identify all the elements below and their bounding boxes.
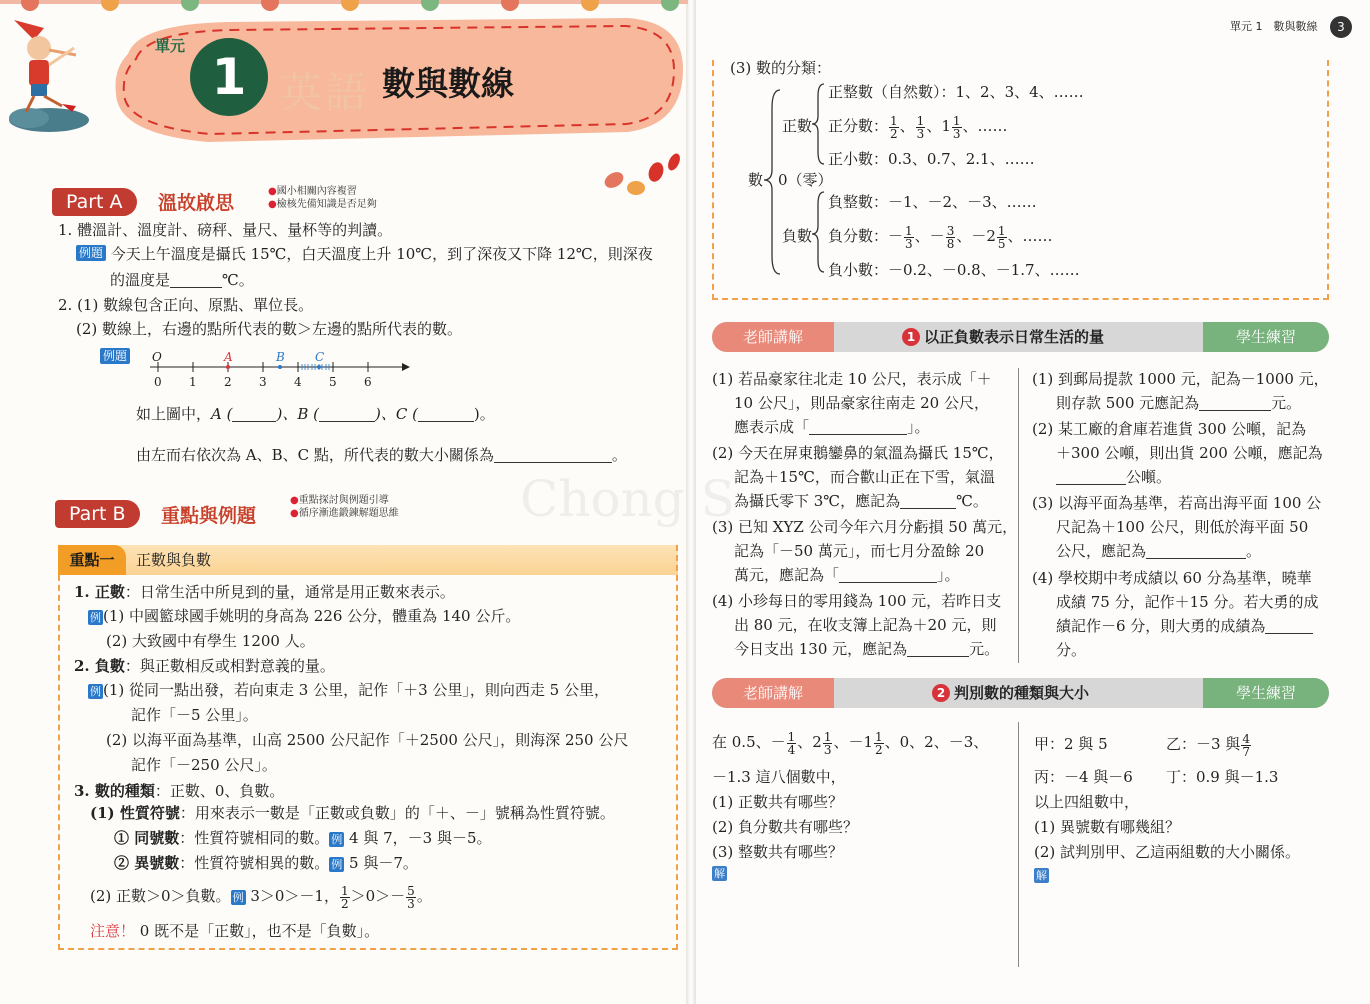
point-positive bbox=[74, 580, 455, 604]
section-number: 2 bbox=[932, 684, 950, 702]
student2-jia: 甲：2 與 5 bbox=[1034, 735, 1108, 753]
class-zero: 0（零） bbox=[778, 171, 833, 189]
line: (2) 某工廠的倉庫若進貨 300 公噸，記為 bbox=[1032, 420, 1307, 438]
fraction: $\frac{1}{3}$ bbox=[905, 223, 913, 251]
class-pos-dec: 正小數：0.3、0.7、2.1、…… bbox=[828, 150, 1035, 168]
line: 尺記為＋100 公尺，則低於海平面 50 bbox=[1056, 518, 1309, 536]
example-negative-1a bbox=[88, 678, 609, 702]
line: (2) 今天在屏東鵝鑾鼻的氣溫為攝氏 15℃， bbox=[712, 444, 1004, 462]
note-text: 0 既不是「正數」，也不是「負數」。 bbox=[139, 922, 380, 940]
student2-yi bbox=[1166, 732, 1252, 758]
line: 、0、2、－3、 bbox=[884, 733, 989, 751]
part-b-note-2: 循序漸進鍛鍊解題思維 bbox=[298, 508, 399, 519]
answer-label-student: 解 bbox=[1036, 869, 1047, 882]
pinocchio-mascot-icon bbox=[4, 10, 114, 135]
example-text-2: 的溫度是 bbox=[110, 271, 171, 289]
answer-blank-b[interactable] bbox=[319, 406, 375, 422]
part-a-label: Part A bbox=[52, 188, 137, 216]
line: 記為＋15℃，而合歡山正在下雪，氣溫 bbox=[734, 468, 995, 486]
ghost-title-decoration: 英語 bbox=[280, 68, 371, 117]
line: 則存款 500 元應記為 bbox=[1056, 394, 1200, 412]
line: 」。 bbox=[907, 418, 930, 436]
answer-label-teacher: 解 bbox=[714, 867, 725, 880]
part-a-example-line-2 bbox=[110, 268, 254, 292]
tick-1: 1 bbox=[189, 375, 197, 389]
part-a-example-line-1 bbox=[76, 242, 653, 266]
part-b-title: 重點與例題 bbox=[161, 505, 257, 527]
tick-6: 6 bbox=[364, 375, 372, 389]
example-badge-small: 例 bbox=[331, 858, 343, 871]
answer-blank[interactable] bbox=[907, 641, 969, 657]
key-point-title: 正數與負數 bbox=[136, 551, 212, 569]
teacher-q1 bbox=[712, 367, 992, 439]
tick-5: 5 bbox=[329, 375, 337, 389]
student2-line: 以上四組數中， bbox=[1034, 793, 1140, 811]
q-order-end: 。 bbox=[611, 446, 627, 464]
head-same: ① 同號數 bbox=[114, 829, 180, 847]
student-q3 bbox=[1032, 491, 1321, 563]
example-positive-1 bbox=[88, 604, 520, 628]
ex-diff: 5 與－7。 bbox=[349, 854, 418, 872]
page-number: 3 bbox=[1330, 16, 1352, 38]
student2-ding: 丁：0.9 與－1.3 bbox=[1166, 768, 1279, 786]
line: ＋300 公噸，則出貨 200 公噸，應記為 bbox=[1056, 444, 1323, 462]
part-a-note-2: 檢核先備知識是否足夠 bbox=[276, 199, 377, 210]
section-number: 1 bbox=[902, 328, 920, 346]
line: 績記作－6 分，則大勇的成績為 bbox=[1056, 617, 1266, 635]
numberline-label-c: C bbox=[315, 350, 325, 364]
class-pos-frac: 正分數： $\frac{1}{2}$ 、 $\frac{1}{3}$ 、1 $\frac{1}{3}$ 、…… bbox=[828, 113, 1008, 141]
note-zero bbox=[90, 919, 379, 943]
fraction: $\frac{1}{5}$ bbox=[997, 223, 1006, 251]
running-header: 單元 1 數與數線 bbox=[1230, 20, 1318, 33]
order-relation bbox=[90, 884, 432, 910]
fraction: $\frac{3}{8}$ bbox=[946, 223, 955, 251]
example-badge-small: 例 bbox=[331, 833, 343, 846]
ex-text: (1) 從同一點出發，若向東走 3 公里，記作「＋3 公里」，則向西走 5 公里， bbox=[103, 681, 609, 699]
line: 應表示成「 bbox=[734, 418, 810, 436]
text-negative: ：與正數相反或相對意義的量。 bbox=[124, 657, 335, 675]
head-positive: 1. 正數 bbox=[74, 583, 125, 601]
example-badge: 例題 bbox=[76, 245, 106, 261]
unit-label: 單元 bbox=[155, 37, 186, 55]
section-title-text: 判別數的種類與大小 bbox=[954, 684, 1090, 702]
teacher2-q2: (2) 負分數共有哪些？ bbox=[712, 818, 859, 836]
example-negative-2a: (2) 以海平面為基準，山高 2500 公尺記作「＋2500 公尺」，則海深 250 公尺 bbox=[106, 731, 629, 749]
teacher2-line-2: －1.3 這八個數中， bbox=[712, 768, 846, 786]
order-pre: (2) 正數＞0＞負數。 bbox=[90, 887, 231, 905]
answer-blank-c[interactable] bbox=[418, 406, 474, 422]
column-divider-2 bbox=[1018, 722, 1019, 967]
line: 萬元，應記為「 bbox=[734, 566, 840, 584]
student-label-2: 學生練習 bbox=[1203, 678, 1329, 708]
line: 乙：－3 與 bbox=[1166, 735, 1241, 753]
numberline-label-b: B bbox=[276, 350, 285, 364]
teacher-q4 bbox=[712, 589, 1001, 661]
class-pos-int: 正整數（自然數）：1、2、3、4、…… bbox=[828, 83, 1084, 101]
student-label-1: 學生練習 bbox=[1203, 322, 1329, 352]
tick-3: 3 bbox=[259, 375, 267, 389]
line: (1) 若品豪家往北走 10 公尺，表示成「＋ bbox=[712, 370, 992, 388]
section-1-title bbox=[902, 322, 1104, 352]
text-same: ：性質符號相同的數。 bbox=[179, 829, 330, 847]
part-a-item-2-2: (2) 數線上，右邊的點所代表的數＞左邊的點所代表的數。 bbox=[76, 320, 463, 338]
head-diff: ② 異號數 bbox=[114, 854, 180, 872]
order-mid: ＞0＞－ bbox=[350, 887, 406, 905]
tick-4: 4 bbox=[294, 375, 302, 389]
part-b-label: Part B bbox=[55, 500, 140, 528]
text-positive: ：日常生活中所見到的量，通常是用正數來表示。 bbox=[124, 583, 455, 601]
neg-frac-label: 負分數： bbox=[828, 227, 889, 245]
fraction: $\frac{1}{3}$ bbox=[916, 113, 925, 141]
same-sign bbox=[114, 826, 492, 850]
part-a-title: 溫故啟思 bbox=[158, 192, 235, 214]
example-negative-1b: 記作「－5 公里」。 bbox=[131, 706, 258, 724]
question-coordinates bbox=[136, 402, 495, 426]
line: 今日支出 130 元，應記為 bbox=[734, 640, 908, 658]
class-root: 數 bbox=[748, 171, 764, 189]
point-negative bbox=[74, 654, 335, 678]
answer-blank[interactable] bbox=[809, 419, 907, 435]
line: (4) 小珍每日的零用錢為 100 元，若昨日支 bbox=[712, 592, 1002, 610]
teacher2-q1: (1) 正數共有哪些？ bbox=[712, 793, 844, 811]
line: (3) 以海平面為基準，若高出海平面 100 公 bbox=[1032, 494, 1322, 512]
line: 元。 bbox=[969, 640, 1000, 658]
numberline-label-o: O bbox=[152, 350, 162, 364]
line: 公尺，應記為 bbox=[1056, 542, 1147, 560]
ellipsis: …… bbox=[1022, 227, 1053, 245]
answer-blank-a[interactable] bbox=[232, 406, 276, 422]
head-sign: (1) 性質符號 bbox=[90, 804, 180, 822]
leaf-decoration-icon bbox=[600, 150, 686, 200]
ex-same: 4 與 7，－3 與－5。 bbox=[349, 829, 492, 847]
line: 為攝氏零下 3℃，應記為 bbox=[734, 492, 901, 510]
q-b: )、B ( bbox=[276, 405, 319, 423]
note-head: 注意！ bbox=[90, 922, 136, 940]
answer-blank[interactable] bbox=[170, 272, 222, 288]
line: 10 公尺」，則品豪家往南走 20 公尺， bbox=[734, 394, 989, 412]
student-q4 bbox=[1032, 566, 1318, 662]
watermark: Chong S bbox=[520, 470, 735, 528]
fraction: $\frac{1}{2}$ bbox=[875, 729, 883, 757]
numberline-example-badge: 例題 bbox=[100, 348, 130, 364]
answer-blank-order[interactable] bbox=[494, 447, 612, 463]
class-neg-frac: 負分數：－ $\frac{1}{3}$ 、－ $\frac{3}{8}$ 、－2 $\frac{1}{5}$ 、…… bbox=[828, 223, 1053, 251]
line: 公噸。 bbox=[1126, 468, 1172, 486]
part-b-notes: ●重點探討與例題引導 ●循序漸進鍛鍊解題思維 bbox=[290, 495, 399, 519]
diff-sign bbox=[114, 851, 418, 875]
student2-q2: (2) 試判別甲、乙這兩組數的大小關係。 bbox=[1034, 843, 1301, 861]
class-neg-dec: 負小數：－0.2、－0.8、－1.7、…… bbox=[828, 261, 1080, 279]
pos-frac-label: 正分數： bbox=[828, 117, 889, 135]
q-end: )。 bbox=[473, 405, 495, 423]
section-title-text: 以正負數表示日常生活的量 bbox=[924, 328, 1105, 346]
line: 元。 bbox=[1271, 394, 1302, 412]
text-sign: ：用來表示一數是「正數或負數」的「＋、－」號稱為性質符號。 bbox=[179, 804, 615, 822]
section-2-bar bbox=[712, 678, 1329, 708]
part-a-item-1: 1. 體溫計、溫度計、磅秤、量尺、量杯等的判讀。 bbox=[58, 221, 393, 239]
line: ℃。 bbox=[956, 492, 988, 510]
fraction: $\frac{1}{3}$ bbox=[823, 729, 832, 757]
sign-symbol bbox=[90, 801, 615, 825]
teacher2-line-1: 在 0.5、－ $\frac{1}{4}$ 、2 $\frac{1}{3}$ 、－1 $\frac{1}{2}$ 、0、2、－3、 bbox=[712, 729, 989, 757]
tick-0: 0 bbox=[154, 375, 162, 389]
line: 」。 bbox=[937, 566, 960, 584]
line: 出 80 元，在收支簿上記為＋20 元，則 bbox=[734, 616, 997, 634]
fraction-5-3: $\frac{5}{3}$ bbox=[407, 883, 415, 911]
fraction: $\frac{4}{7}$ bbox=[1242, 731, 1250, 759]
q-a: A ( bbox=[211, 405, 233, 423]
class-positive: 正數 bbox=[782, 117, 813, 135]
line: 分。 bbox=[1056, 641, 1087, 659]
part-a-notes: ●國小相關內容複習 ●檢核先備知識是否足夠 bbox=[268, 186, 377, 210]
answer-blank[interactable] bbox=[900, 493, 956, 509]
answer-blank[interactable] bbox=[1265, 618, 1313, 634]
fraction: $\frac{1}{3}$ bbox=[952, 113, 961, 141]
answer-blank[interactable] bbox=[1199, 395, 1271, 411]
teacher-q2 bbox=[712, 441, 1004, 513]
fraction: $\frac{1}{4}$ bbox=[787, 729, 796, 757]
ellipsis: …… bbox=[977, 117, 1008, 135]
line: 記為「－50 萬元」，而七月分盈餘 20 bbox=[734, 542, 985, 560]
q-text: 如上圖中， bbox=[136, 405, 212, 423]
example-text: 今天上午溫度是攝氏 15℃，白天溫度上升 10℃，到了深夜又下降 12℃，則深夜 bbox=[110, 245, 653, 263]
point-number-types bbox=[74, 779, 284, 803]
q-c: )、C ( bbox=[374, 405, 418, 423]
unit-number-badge: 1 bbox=[190, 38, 268, 116]
ex-text: (1) 中國籃球國手姚明的身高為 226 公分，體重為 140 公斤。 bbox=[103, 607, 521, 625]
order-end: 。 bbox=[416, 887, 432, 905]
line: (4) 學校期中考成績以 60 分為基準，曉華 bbox=[1032, 569, 1312, 587]
example-badge-small: 例 bbox=[90, 611, 101, 624]
teacher-label-2: 老師講解 bbox=[712, 678, 834, 708]
head-negative: 2. 負數 bbox=[74, 657, 125, 675]
line: 在 0.5、－ bbox=[712, 733, 786, 751]
fraction: $\frac{1}{2}$ bbox=[890, 113, 898, 141]
line: 成績 75 分，記作＋15 分。若大勇的成 bbox=[1056, 593, 1319, 611]
unit-text: ℃。 bbox=[222, 271, 254, 289]
teacher-q3 bbox=[712, 515, 1017, 587]
class-negative: 負數 bbox=[782, 227, 813, 245]
section-2-title bbox=[932, 678, 1089, 708]
example-positive-2: (2) 大致國中有學生 1200 人。 bbox=[106, 632, 315, 650]
order-ex: 3＞0＞－1， bbox=[250, 887, 339, 905]
answer-blank[interactable] bbox=[1146, 543, 1246, 559]
classification-title: (3) 數的分類： bbox=[730, 59, 832, 77]
tick-2: 2 bbox=[224, 375, 232, 389]
line: (3) 已知 XYZ 公司今年六月分虧損 50 萬元， bbox=[712, 518, 1018, 536]
chapter-title: 數與數線 bbox=[382, 64, 514, 103]
line: 。 bbox=[1246, 542, 1262, 560]
part-b-note-1: 重點探討與例題引導 bbox=[298, 495, 389, 506]
example-badge-small: 例 bbox=[90, 685, 101, 698]
part-a-item-2-1: 2. (1) 數線包含正向、原點、單位長。 bbox=[58, 296, 314, 314]
line: (1) 到郵局提款 1000 元，記為－1000 元， bbox=[1032, 370, 1329, 388]
text-types: ：正數、0、負數。 bbox=[154, 782, 285, 800]
q-order-text: 由左而右依次為 A、B、C 點，所代表的數大小關係為 bbox=[136, 446, 494, 464]
part-a-note-1: 國小相關內容複習 bbox=[276, 186, 357, 197]
fraction-1-2: $\frac{1}{2}$ bbox=[340, 883, 349, 911]
text-diff: ：性質符號相異的數。 bbox=[179, 854, 330, 872]
example-badge-small: 例 bbox=[232, 891, 244, 904]
teacher2-q3: (3) 整數共有哪些？ bbox=[712, 843, 844, 861]
answer-blank[interactable] bbox=[1056, 469, 1126, 485]
student-q2 bbox=[1032, 417, 1323, 489]
example-negative-2b: 記作「－250 公尺」。 bbox=[131, 756, 277, 774]
student-q1 bbox=[1032, 367, 1329, 415]
key-point-tab: 重點一 bbox=[58, 545, 126, 575]
column-divider-1 bbox=[1018, 368, 1019, 663]
student2-bing: 丙：－4 與－6 bbox=[1034, 768, 1133, 786]
numberline-label-a: A bbox=[224, 350, 233, 364]
student2-q1: (1) 異號數有哪幾組？ bbox=[1034, 818, 1181, 836]
head-types: 3. 數的種類 bbox=[74, 782, 155, 800]
teacher-label-1: 老師講解 bbox=[712, 322, 834, 352]
question-order bbox=[136, 443, 627, 467]
class-neg-int: 負整數：－1、－2、－3、…… bbox=[828, 193, 1037, 211]
section-1-bar bbox=[712, 322, 1329, 352]
answer-blank[interactable] bbox=[839, 567, 937, 583]
